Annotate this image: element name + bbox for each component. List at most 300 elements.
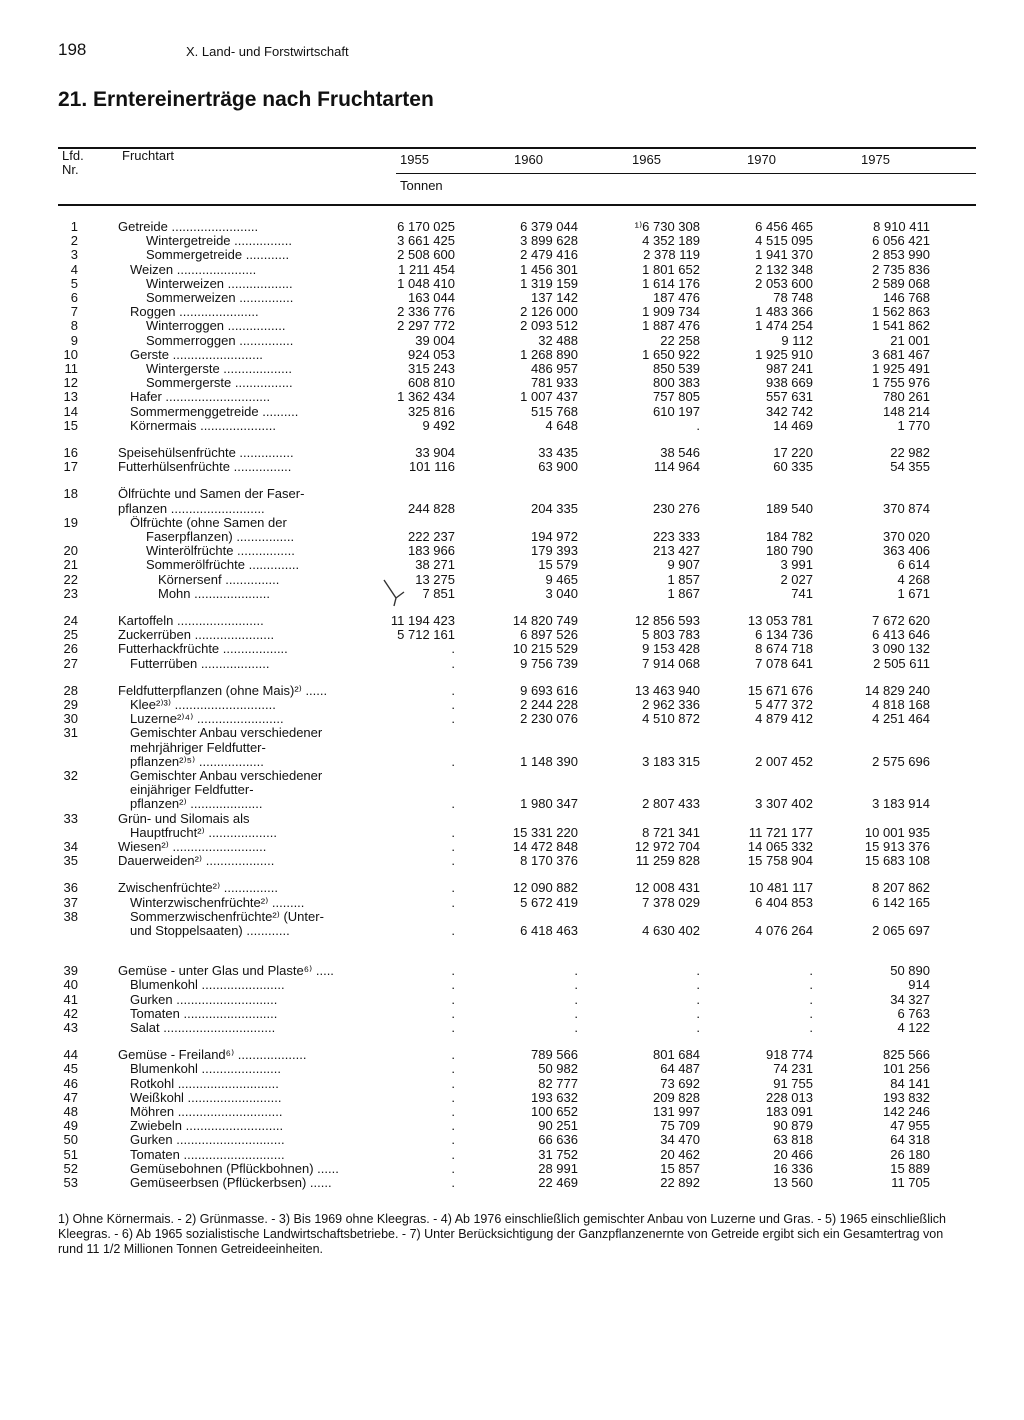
value-cell-1955: . bbox=[451, 1175, 455, 1190]
value-cell-1965: 230 276 bbox=[653, 500, 700, 516]
value-cell-1960: 1 268 890 bbox=[520, 346, 578, 362]
value-cell-1955: . bbox=[451, 880, 455, 896]
value-cell-1965: 1 650 922 bbox=[642, 346, 700, 362]
value-cell-1970: 183 091 bbox=[766, 1104, 813, 1119]
value-cell-1975: 15 889 bbox=[890, 1160, 930, 1176]
row-number: 30 bbox=[63, 711, 78, 727]
value-cell-1955: . bbox=[451, 839, 455, 854]
row-label: Mohn ..................... bbox=[158, 585, 270, 601]
value-cell-1960: . bbox=[574, 991, 578, 1007]
value-cell-1970: 14 065 332 bbox=[747, 839, 813, 854]
row-number: 26 bbox=[63, 641, 78, 657]
row-label: Feldfutterpflanzen (ohne Mais)²⁾ ...... bbox=[118, 682, 328, 698]
value-cell-1965: 9 907 bbox=[667, 557, 700, 573]
value-cell-1975: 146 768 bbox=[883, 290, 930, 305]
value-cell-1970: 4 076 264 bbox=[755, 923, 813, 938]
row-label: Sommermenggetreide .......... bbox=[130, 403, 299, 419]
value-cell-1965: 34 470 bbox=[660, 1132, 700, 1148]
value-cell-1955: . bbox=[451, 1104, 455, 1119]
row-number: 36 bbox=[63, 880, 78, 896]
value-cell-1970: 3 307 402 bbox=[755, 796, 813, 812]
row-number: 24 bbox=[63, 613, 78, 628]
value-cell-1975: 825 566 bbox=[883, 1047, 930, 1063]
value-cell-1965: 2 378 119 bbox=[643, 247, 700, 263]
value-cell-1965: 64 487 bbox=[660, 1061, 700, 1077]
value-cell-1955: . bbox=[451, 753, 455, 769]
value-cell-1960: . bbox=[574, 1020, 578, 1035]
row-label: mehrjähriger Feldfutter- bbox=[130, 739, 266, 755]
value-cell-1965: 610 197 bbox=[653, 403, 700, 419]
value-cell-1970: 184 782 bbox=[766, 529, 813, 544]
col-nr-header-line2: Nr. bbox=[62, 162, 79, 177]
value-cell-1970: 8 674 718 bbox=[755, 641, 813, 657]
value-cell-1970: 2 053 600 bbox=[755, 275, 813, 291]
value-cell-1975: 8 207 862 bbox=[872, 880, 930, 896]
value-cell-1965: 2 807 433 bbox=[642, 796, 700, 812]
value-cell-1960: 9 756 739 bbox=[520, 655, 578, 671]
row-number: 11 bbox=[64, 361, 78, 376]
row-number: 33 bbox=[63, 810, 78, 826]
value-cell-1965: 114 964 bbox=[653, 459, 700, 475]
value-cell-1975: 8 910 411 bbox=[873, 219, 930, 234]
value-cell-1955: . bbox=[451, 1061, 455, 1077]
value-cell-1970: 7 078 641 bbox=[755, 655, 813, 671]
value-cell-1965: 15 857 bbox=[660, 1160, 700, 1176]
value-cell-1970: 4 879 412 bbox=[755, 711, 813, 727]
value-cell-1970: 1 474 254 bbox=[755, 318, 813, 334]
value-cell-1960: 3 040 bbox=[545, 585, 578, 601]
row-label: Zwischenfrüchte²⁾ ............... bbox=[118, 880, 278, 896]
row-label: Zwiebeln ........................... bbox=[130, 1118, 284, 1134]
value-cell-1960: 8 170 376 bbox=[520, 853, 578, 869]
value-cell-1975: 1 671 bbox=[897, 585, 930, 601]
value-cell-1960: 15 331 220 bbox=[512, 824, 578, 840]
value-cell-1970: . bbox=[809, 991, 813, 1007]
row-number: 8 bbox=[70, 318, 78, 334]
row-number: 3 bbox=[70, 247, 78, 263]
value-cell-1955: 2 336 776 bbox=[397, 304, 455, 320]
value-cell-1955: . bbox=[451, 977, 455, 993]
row-number: 45 bbox=[63, 1061, 78, 1077]
value-cell-1965: . bbox=[696, 963, 700, 979]
value-cell-1975: 47 955 bbox=[890, 1118, 930, 1134]
value-cell-1975: 50 890 bbox=[890, 963, 930, 979]
value-cell-1970: 2 027 bbox=[780, 571, 813, 587]
row-number: 29 bbox=[63, 697, 78, 712]
value-cell-1970: 60 335 bbox=[773, 459, 813, 475]
value-cell-1960: 6 379 044 bbox=[520, 219, 578, 234]
row-label: Gemüsebohnen (Pflückbohnen) ...... bbox=[130, 1160, 339, 1176]
value-cell-1960: . bbox=[574, 977, 578, 993]
row-label: Futterrüben ................... bbox=[130, 655, 270, 671]
value-cell-1960: 28 991 bbox=[538, 1160, 578, 1176]
value-cell-1960: 9 693 616 bbox=[520, 682, 578, 698]
value-cell-1960: 100 652 bbox=[531, 1104, 578, 1119]
year-header-1965: 1965 bbox=[632, 152, 661, 167]
value-cell-1970: 20 466 bbox=[773, 1146, 813, 1162]
row-number: 28 bbox=[63, 682, 78, 698]
value-cell-1960: 1 456 301 bbox=[520, 261, 578, 277]
row-label: Rotkohl ............................ bbox=[130, 1075, 279, 1091]
value-cell-1975: 54 355 bbox=[890, 459, 930, 475]
year-header-1975: 1975 bbox=[861, 152, 890, 167]
footnotes: 1) Ohne Körnermais. - 2) Grünmasse. - 3) Bis 1969 ohne Kleegras. - 4) Ab 1976 einschließlich gemischter Anbau von Luzerne und Gras. - 5) 1965 einschließlich Kleegras. - 6) Ab 1965 sozialistische Landwirtschaftsbetriebe. - 7) Unter Berücksichtigung der Ganzpflanzenernte von Getreide ergibt sich ein Gesamtertrag von rund 11 1/2 Millionen Tonnen Getreideeinheiten. bbox=[58, 1212, 946, 1256]
value-cell-1970: . bbox=[809, 1020, 813, 1035]
row-label: Roggen ...................... bbox=[130, 304, 259, 320]
value-cell-1975: 15 683 108 bbox=[864, 853, 930, 869]
row-label: einjähriger Feldfutter- bbox=[130, 782, 254, 798]
row-label: Speisehülsenfrüchte ............... bbox=[118, 445, 294, 460]
value-cell-1965: 20 462 bbox=[660, 1146, 700, 1162]
value-cell-1965: 800 383 bbox=[653, 375, 700, 391]
row-number: 15 bbox=[63, 417, 78, 433]
row-label: Zuckerrüben ...................... bbox=[118, 627, 275, 643]
value-cell-1975: 34 327 bbox=[890, 991, 930, 1007]
value-cell-1960: 137 142 bbox=[531, 290, 578, 305]
value-cell-1970: 16 336 bbox=[773, 1160, 813, 1176]
row-label: Dauerweiden²⁾ ................... bbox=[118, 853, 275, 869]
value-cell-1970: 1 925 910 bbox=[755, 346, 813, 362]
value-cell-1970: 918 774 bbox=[766, 1047, 813, 1063]
value-cell-1955: 11 194 423 bbox=[390, 613, 455, 628]
value-cell-1970: 90 879 bbox=[773, 1118, 813, 1134]
row-number: 16 bbox=[63, 445, 78, 460]
row-label: und Stoppelsaaten) ............ bbox=[130, 923, 290, 938]
value-cell-1955: . bbox=[451, 1146, 455, 1162]
value-cell-1955: 163 044 bbox=[408, 290, 455, 305]
row-number: 20 bbox=[63, 543, 78, 559]
value-cell-1970: 2 007 452 bbox=[755, 753, 813, 769]
value-cell-1955: . bbox=[451, 991, 455, 1007]
value-cell-1960: 22 469 bbox=[538, 1175, 578, 1190]
value-cell-1975: 914 bbox=[908, 977, 930, 993]
value-cell-1955: . bbox=[451, 1118, 455, 1134]
value-cell-1965: 4 352 189 bbox=[642, 233, 700, 249]
row-label: Gemüse - unter Glas und Plaste⁶⁾ ..... bbox=[118, 963, 334, 979]
row-label: Wintergetreide ................ bbox=[146, 233, 292, 249]
value-cell-1960: 2 230 076 bbox=[520, 711, 578, 727]
value-cell-1960: . bbox=[574, 963, 578, 979]
row-label: Tomaten ............................ bbox=[130, 1146, 285, 1162]
row-label: Körnermais ..................... bbox=[130, 417, 276, 433]
value-cell-1955: 38 271 bbox=[415, 557, 455, 573]
row-number: 38 bbox=[63, 908, 78, 924]
value-cell-1960: 9 465 bbox=[545, 571, 578, 587]
value-cell-1960: 5 672 419 bbox=[520, 894, 578, 910]
row-number: 44 bbox=[63, 1047, 78, 1063]
row-label: Sommerroggen ............... bbox=[146, 332, 294, 348]
value-cell-1960: 32 488 bbox=[538, 332, 578, 348]
row-label: Körnersenf ............... bbox=[158, 571, 280, 587]
row-number: 13 bbox=[63, 389, 78, 405]
value-cell-1975: 2 505 611 bbox=[873, 655, 930, 671]
value-cell-1960: 6 897 526 bbox=[520, 627, 578, 643]
value-cell-1970: . bbox=[809, 1005, 813, 1021]
row-number: 17 bbox=[63, 459, 78, 475]
value-cell-1965: . bbox=[696, 991, 700, 1007]
value-cell-1965: . bbox=[696, 977, 700, 993]
value-cell-1965: 3 183 315 bbox=[642, 753, 700, 769]
value-cell-1955: . bbox=[451, 853, 455, 869]
value-cell-1960: 3 899 628 bbox=[520, 233, 578, 249]
row-number: 47 bbox=[63, 1089, 78, 1105]
row-label: pflanzen²⁾ .................... bbox=[130, 796, 263, 812]
value-cell-1955: 244 828 bbox=[408, 500, 455, 516]
value-cell-1965: 12 008 431 bbox=[634, 880, 700, 896]
value-cell-1975: 11 705 bbox=[891, 1175, 930, 1190]
row-label: Weizen ...................... bbox=[130, 261, 257, 277]
row-label: Klee²⁾³⁾ ............................ bbox=[130, 697, 276, 712]
value-cell-1955: 924 053 bbox=[408, 346, 455, 362]
value-cell-1955: 1 362 434 bbox=[397, 389, 455, 405]
value-cell-1960: . bbox=[574, 1005, 578, 1021]
value-cell-1970: 9 112 bbox=[781, 332, 813, 348]
value-cell-1965: 1 801 652 bbox=[642, 261, 700, 277]
value-cell-1975: 363 406 bbox=[883, 543, 930, 559]
value-cell-1970: 180 790 bbox=[766, 543, 813, 559]
value-cell-1965: 131 997 bbox=[653, 1104, 700, 1119]
row-label: Gemüse - Freiland⁶⁾ ................... bbox=[118, 1047, 307, 1063]
value-cell-1975: 4 251 464 bbox=[872, 711, 930, 727]
value-cell-1965: 801 684 bbox=[653, 1047, 700, 1063]
value-cell-1955: 222 237 bbox=[408, 529, 455, 544]
row-number: 51 bbox=[63, 1146, 78, 1162]
value-cell-1965: 850 539 bbox=[653, 361, 700, 376]
value-cell-1970: 189 540 bbox=[766, 500, 813, 516]
value-cell-1970: 13 560 bbox=[773, 1175, 813, 1190]
value-cell-1965: 22 892 bbox=[660, 1175, 700, 1190]
value-cell-1975: 780 261 bbox=[883, 389, 930, 405]
value-cell-1960: 82 777 bbox=[538, 1075, 578, 1091]
value-cell-1960: 1 980 347 bbox=[520, 796, 578, 812]
row-number: 25 bbox=[63, 627, 78, 643]
value-cell-1970: . bbox=[809, 977, 813, 993]
value-cell-1975: 84 141 bbox=[890, 1075, 930, 1091]
value-cell-1970: 987 241 bbox=[766, 361, 813, 376]
row-label: Sommergerste ................ bbox=[146, 375, 293, 391]
row-label: Winterzwischenfrüchte²⁾ ......... bbox=[130, 894, 305, 910]
row-label: Luzerne²⁾⁴⁾ ........................ bbox=[130, 711, 284, 727]
value-cell-1975: 2 065 697 bbox=[872, 923, 930, 938]
row-number: 34 bbox=[63, 839, 78, 854]
row-number: 2 bbox=[70, 233, 78, 249]
value-cell-1970: 74 231 bbox=[773, 1061, 813, 1077]
value-cell-1960: 90 251 bbox=[538, 1118, 578, 1134]
value-cell-1955: . bbox=[451, 1132, 455, 1148]
value-cell-1975: 142 246 bbox=[883, 1104, 930, 1119]
value-cell-1960: 2 244 228 bbox=[520, 697, 578, 712]
value-cell-1955: 39 004 bbox=[415, 332, 455, 348]
row-number: 1 bbox=[70, 219, 78, 234]
row-number: 52 bbox=[63, 1160, 78, 1176]
row-number: 35 bbox=[63, 853, 78, 869]
value-cell-1960: 50 982 bbox=[538, 1061, 578, 1077]
row-label: Winterroggen ................ bbox=[146, 318, 286, 334]
row-label: Winterölfrüchte ................ bbox=[146, 543, 295, 559]
value-cell-1960: 33 435 bbox=[538, 445, 578, 460]
value-cell-1960: 1 148 390 bbox=[520, 753, 578, 769]
value-cell-1965: . bbox=[696, 417, 700, 433]
value-cell-1970: 741 bbox=[791, 585, 813, 601]
row-label: Gemischter Anbau verschiedener bbox=[130, 725, 323, 741]
row-label: Gurken ............................ bbox=[130, 991, 278, 1007]
value-cell-1960: 1 319 159 bbox=[520, 275, 578, 291]
row-number: 50 bbox=[63, 1132, 78, 1148]
value-cell-1955: 33 904 bbox=[415, 445, 455, 460]
value-cell-1960: 193 632 bbox=[531, 1089, 578, 1105]
value-cell-1960: 10 215 529 bbox=[512, 641, 578, 657]
row-number: 40 bbox=[63, 977, 78, 993]
value-cell-1975: 7 672 620 bbox=[872, 613, 930, 628]
value-cell-1955: . bbox=[451, 1020, 455, 1035]
value-cell-1960: 781 933 bbox=[531, 375, 578, 391]
value-cell-1975: 4 818 168 bbox=[872, 697, 930, 712]
row-label: Wintergerste ................... bbox=[146, 361, 292, 376]
year-header-1970: 1970 bbox=[747, 152, 776, 167]
value-cell-1965: . bbox=[696, 1020, 700, 1035]
value-cell-1975: 26 180 bbox=[890, 1146, 930, 1162]
value-cell-1955: . bbox=[451, 894, 455, 910]
row-label: Sommerweizen ............... bbox=[146, 290, 294, 305]
value-cell-1975: 6 763 bbox=[897, 1005, 930, 1021]
value-cell-1975: 1 755 976 bbox=[872, 375, 930, 391]
value-cell-1955: . bbox=[451, 682, 455, 698]
value-cell-1955: . bbox=[451, 655, 455, 671]
row-number: 19 bbox=[63, 514, 78, 530]
value-cell-1975: 6 142 165 bbox=[872, 894, 930, 910]
value-cell-1970: 15 671 676 bbox=[747, 682, 813, 698]
value-cell-1975: 6 413 646 bbox=[872, 627, 930, 643]
row-label: Sommergetreide ............ bbox=[146, 247, 290, 263]
value-cell-1970: 6 456 465 bbox=[755, 219, 813, 234]
value-cell-1970: 14 469 bbox=[773, 417, 813, 433]
value-cell-1970: 938 669 bbox=[766, 375, 813, 391]
value-cell-1970: 228 013 bbox=[766, 1089, 813, 1105]
value-cell-1965: 7 914 068 bbox=[642, 655, 700, 671]
value-cell-1960: 179 393 bbox=[531, 543, 578, 559]
row-number: 10 bbox=[63, 346, 78, 362]
value-cell-1970: 17 220 bbox=[773, 445, 813, 460]
value-cell-1970: 6 404 853 bbox=[755, 894, 813, 910]
value-cell-1960: 66 636 bbox=[538, 1132, 578, 1148]
value-cell-1975: 3 681 467 bbox=[872, 346, 930, 362]
value-cell-1965: 11 259 828 bbox=[635, 853, 700, 869]
value-cell-1975: 2 853 990 bbox=[872, 247, 930, 263]
value-cell-1955: 1 211 454 bbox=[398, 261, 455, 277]
row-number: 12 bbox=[63, 375, 78, 391]
row-label: Hafer ............................. bbox=[130, 389, 271, 405]
value-cell-1975: 148 214 bbox=[883, 403, 930, 419]
value-cell-1975: 14 829 240 bbox=[864, 682, 930, 698]
value-cell-1965: ¹⁾6 730 308 bbox=[634, 219, 700, 234]
value-cell-1960: 63 900 bbox=[538, 459, 578, 475]
value-cell-1955: 183 966 bbox=[408, 543, 455, 559]
row-label: Gemischter Anbau verschiedener bbox=[130, 768, 323, 783]
row-number: 4 bbox=[70, 261, 78, 277]
row-number: 48 bbox=[63, 1104, 78, 1119]
value-cell-1960: 6 418 463 bbox=[520, 923, 578, 938]
value-cell-1960: 1 007 437 bbox=[520, 389, 578, 405]
value-cell-1975: 1 541 862 bbox=[872, 318, 930, 334]
row-number: 5 bbox=[70, 275, 78, 291]
row-number: 39 bbox=[63, 963, 78, 979]
value-cell-1955: 6 170 025 bbox=[397, 219, 455, 234]
row-label: Blumenkohl ...................... bbox=[130, 1061, 281, 1077]
value-cell-1975: 2 575 696 bbox=[872, 753, 930, 769]
row-number: 9 bbox=[70, 332, 78, 348]
value-cell-1960: 2 126 000 bbox=[520, 304, 578, 320]
handwritten-check-mark bbox=[382, 578, 422, 608]
value-cell-1975: 10 001 935 bbox=[864, 824, 930, 840]
row-label: Getreide ........................ bbox=[118, 219, 259, 234]
row-label: Futterhülsenfrüchte ................ bbox=[118, 459, 292, 475]
year-header-1960: 1960 bbox=[514, 152, 543, 167]
row-number: 31 bbox=[63, 725, 78, 741]
value-cell-1955: 3 661 425 bbox=[397, 233, 455, 249]
value-cell-1955: . bbox=[451, 796, 455, 812]
row-label: Ölfrüchte (ohne Samen der bbox=[130, 514, 287, 530]
value-cell-1965: 2 962 336 bbox=[642, 697, 700, 712]
col-nr-header-line1: Lfd. bbox=[62, 148, 84, 163]
row-label: Winterweizen .................. bbox=[146, 275, 293, 291]
value-cell-1955: . bbox=[451, 1047, 455, 1063]
value-cell-1965: 12 856 593 bbox=[634, 613, 700, 628]
value-cell-1970: 63 818 bbox=[773, 1132, 813, 1148]
value-cell-1975: 4 268 bbox=[897, 571, 930, 587]
row-number: 53 bbox=[63, 1175, 78, 1190]
value-cell-1960: 12 090 882 bbox=[512, 880, 578, 896]
value-cell-1955: 7 851 bbox=[422, 585, 455, 601]
value-cell-1975: 64 318 bbox=[890, 1132, 930, 1148]
row-label: Sommerölfrüchte .............. bbox=[146, 557, 300, 573]
value-cell-1955: . bbox=[451, 1160, 455, 1176]
value-cell-1965: 4 510 872 bbox=[642, 711, 700, 727]
value-cell-1960: 4 648 bbox=[545, 417, 578, 433]
value-cell-1970: 557 631 bbox=[766, 389, 813, 405]
value-cell-1965: 38 546 bbox=[660, 445, 700, 460]
value-cell-1970: . bbox=[809, 963, 813, 979]
value-cell-1965: 1 867 bbox=[667, 585, 700, 601]
row-label: Tomaten .......................... bbox=[130, 1005, 278, 1021]
year-header-1955: 1955 bbox=[400, 152, 429, 167]
value-cell-1975: 370 874 bbox=[883, 500, 930, 516]
value-cell-1955: 2 297 772 bbox=[397, 318, 455, 334]
value-cell-1960: 789 566 bbox=[531, 1047, 578, 1063]
value-cell-1955: . bbox=[451, 1005, 455, 1021]
row-number: 37 bbox=[63, 894, 78, 910]
page-number: 198 bbox=[58, 40, 87, 59]
value-cell-1975: 193 832 bbox=[883, 1089, 930, 1105]
value-cell-1965: 7 378 029 bbox=[642, 894, 700, 910]
value-cell-1970: 78 748 bbox=[773, 290, 813, 305]
value-cell-1965: 1 909 734 bbox=[642, 304, 700, 320]
value-cell-1975: 6 614 bbox=[897, 557, 930, 573]
row-number: 43 bbox=[63, 1020, 78, 1035]
row-label: pflanzen .......................... bbox=[118, 500, 265, 516]
value-cell-1970: 3 991 bbox=[780, 557, 813, 573]
table-title: 21. Erntereinerträge nach Fruchtarten bbox=[58, 88, 434, 111]
value-cell-1955: 325 816 bbox=[408, 403, 455, 419]
value-cell-1975: 2 735 836 bbox=[872, 261, 930, 277]
row-number: 49 bbox=[63, 1118, 78, 1134]
row-label: Möhren ............................. bbox=[130, 1104, 283, 1119]
value-cell-1960: 31 752 bbox=[538, 1146, 578, 1162]
value-cell-1955: 2 508 600 bbox=[397, 247, 455, 263]
value-cell-1955: . bbox=[451, 641, 455, 657]
value-cell-1970: 6 134 736 bbox=[755, 627, 813, 643]
value-cell-1965: . bbox=[696, 1005, 700, 1021]
value-cell-1960: 204 335 bbox=[531, 500, 578, 516]
